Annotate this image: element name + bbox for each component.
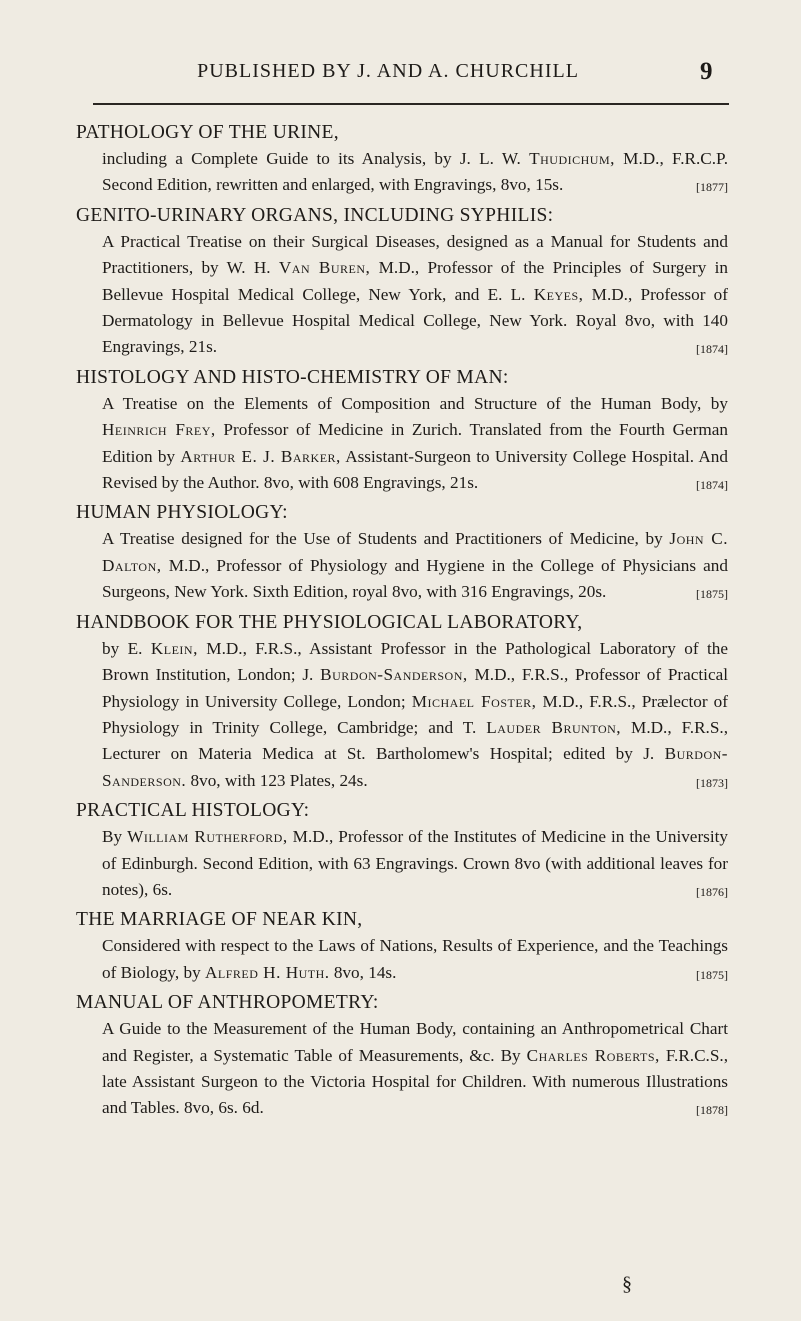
catalogue-entry [76, 907, 728, 986]
entry-title: PATHOLOGY OF THE URINE, [76, 122, 339, 143]
entry-title: HANDBOOK FOR THE PHYSIOLOGICAL LABORATORY, [76, 611, 583, 633]
entry-description: By William Rutherford, M.D., Professor of the Institutes of Medicine in the University of Edinburgh. Second Edition, with 63 Engravings. Crown 8vo (with additional leaves for notes), 6s. [1876] [102, 824, 728, 903]
catalogue-entry [76, 120, 728, 199]
entry-description: including a Complete Guide to its Analysis, by J. L. W. Thudichum, M.D., F.R.C.P. Second Edition, rewritten and enlarged, with Engravings, 8vo, 15s. [1877] [102, 146, 728, 199]
header-rule [93, 103, 729, 105]
publication-year: [1878] [696, 1103, 728, 1118]
publication-year: [1873] [696, 775, 728, 790]
entry-title: THE MARRIAGE OF NEAR KIN, [76, 909, 363, 931]
catalogue-entry [76, 798, 728, 903]
entry-title: MANUAL OF ANTHROPOMETRY: [76, 992, 379, 1014]
section-mark: § [622, 1273, 632, 1295]
entry-description: A Guide to the Measurement of the Human Body, containing an Anthropometrical Chart and Register, a Systematic Table of Measurements, &c. By Charles Roberts, F.R.C.S., late Assistant Surgeon to the Victoria Hospital for Children. With numerous Illustrations and Tables. 8vo, 6s. 6d. [1878] [102, 1016, 728, 1122]
running-head: PUBLISHED BY J. AND A. CHURCHILL [197, 60, 579, 82]
entry-description: Considered with respect to the Laws of Nations, Results of Experience, and the Teachings of Biology, by Alfred H. Huth. 8vo, 14s. [1875] [102, 933, 728, 986]
entry-description: by E. Klein, M.D., F.R.S., Assistant Professor in the Pathological Laboratory of the Brown Institution, London; J. Burdon-Sanderson, M.D., F.R.S., Professor of Practical Physiology in University College, London; Michael Foster, M.D., F.R.S., Prælector of Physiology in Trinity College, Cambridge; and T. Lauder Brunton, M.D., F.R.S., Lecturer on Materia Medica at St. Bartholomew's Hospital; edited by J. Burdon-Sanderson. 8vo, with 123 Plates, 24s. [1873] [102, 636, 728, 794]
page-header [0, 58, 801, 88]
entry-description: A Treatise designed for the Use of Students and Practitioners of Medicine, by John C. Dalton, M.D., Professor of Physiology and Hygiene in the College of Physicians and Surgeons, New York. Sixth Edition, royal 8vo, with 316 Engravings, 20s. [1875] [102, 526, 728, 605]
entry-title: PRACTICAL HISTOLOGY: [76, 800, 310, 822]
catalogue-entry [76, 990, 728, 1122]
publication-year: [1874] [696, 478, 728, 493]
catalogue-entries [76, 120, 728, 1126]
publication-year: [1876] [696, 884, 728, 899]
publication-year: [1875] [696, 967, 728, 982]
catalogue-entry [76, 203, 728, 361]
catalogue-entry [76, 610, 728, 794]
entry-title: GENITO-URINARY ORGANS, INCLUDING SYPHILIS: [76, 204, 554, 226]
catalogue-entry [76, 365, 728, 497]
catalogue-entry [76, 500, 728, 605]
publication-year: [1875] [696, 587, 728, 602]
entry-title: HUMAN PHYSIOLOGY: [76, 502, 288, 524]
entry-description: A Treatise on the Elements of Composition and Structure of the Human Body, by Heinrich Frey, Professor of Medicine in Zurich. Translated from the Fourth German Edition by Arthur E. J. Barker, Assistant-Surgeon to University College Hospital. And Revised by the Author. 8vo, with 608 Engravings, 21s. [1874] [102, 391, 728, 497]
page-number: 9 [700, 58, 713, 85]
publication-year: [1874] [696, 342, 728, 357]
publication-year: [1877] [696, 180, 728, 195]
entry-title: HISTOLOGY AND HISTO-CHEMISTRY OF MAN: [76, 366, 509, 388]
entry-description: A Practical Treatise on their Surgical Diseases, designed as a Manual for Students and Practitioners, by W. H. Van Buren, M.D., Professor of the Principles of Surgery in Bellevue Hospital Medical College, New York, and E. L. Keyes, M.D., Professor of Dermatology in Bellevue Hospital Medical College, New York. Royal 8vo, with 140 Engravings, 21s. [1874] [102, 229, 728, 361]
